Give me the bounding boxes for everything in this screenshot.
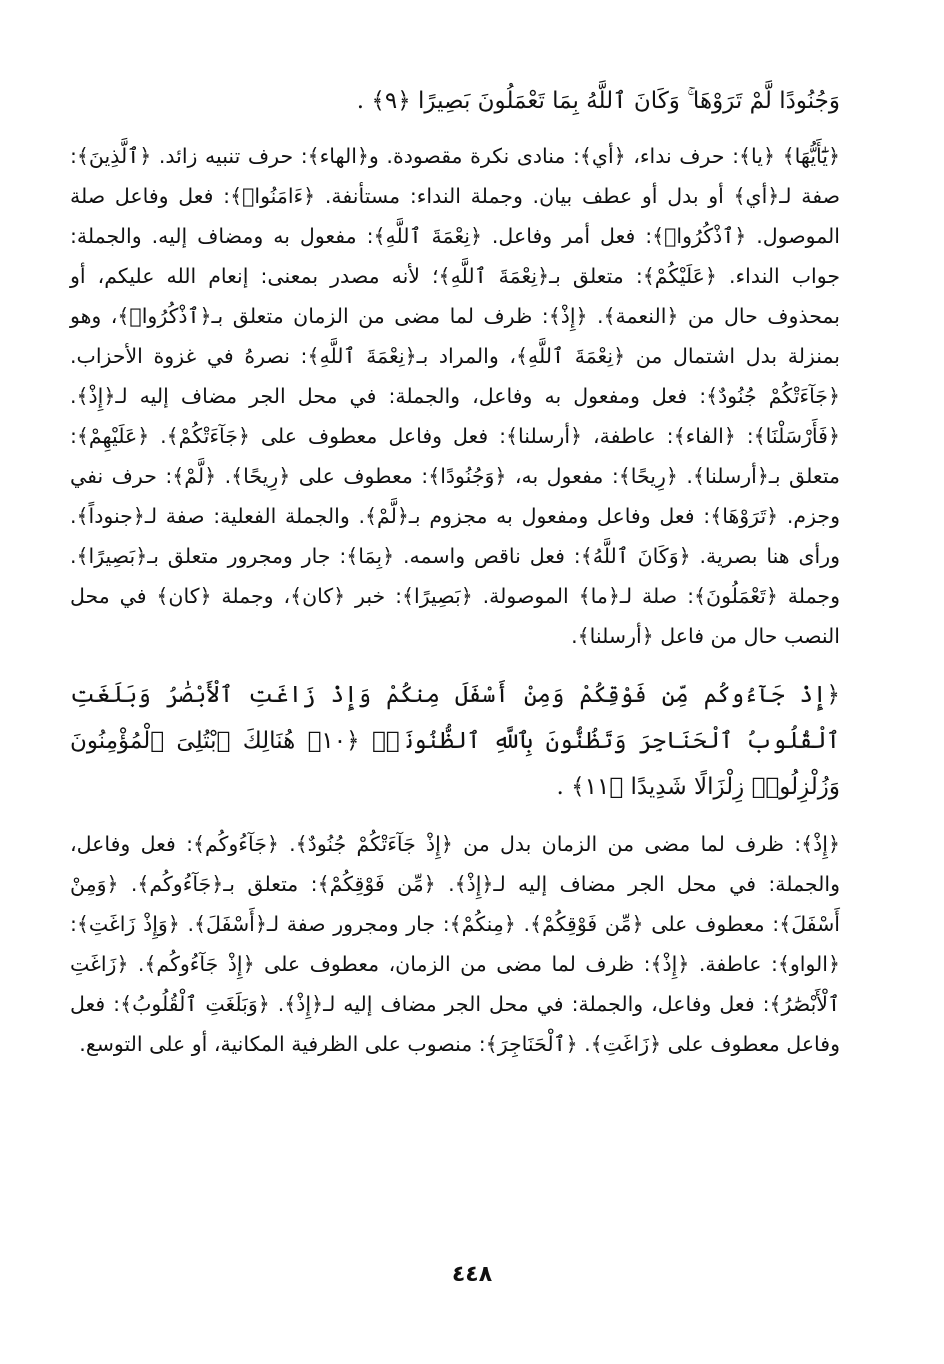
commentary-paragraph-2: ﴿إِذْ﴾: ظرف لما مضى من الزمان بدل من ﴿إِذْ جَآءَتْكُمْ جُنُودٌ﴾. ﴿جَآءُوكُم﴾: فعل وفاعل، والجملة: في محل الجر مضاف إليه لـ﴿إِذْ﴾. ﴿مِّن فَوْقِكُمْ﴾: متعلق بـ﴿جَآءُوكُم﴾. ﴿وَمِنْ أَسْفَلَ﴾: معطوف على ﴿مِّن فَوْقِكُمْ﴾. ﴿مِنكُمْ﴾: جار ومجرور صفة لـ﴿أَسْفَلَ﴾. ﴿وَإِذْ زَاغَتِ﴾: ﴿الواو﴾: عاطفة. ﴿إِذْ﴾: ظرف لما مضى من الزمان، معطوف على ﴿إِذْ جَآءُوكُم﴾. ﴿زَاغَتِ ٱلْأَبْصَٰرُ﴾: فعل وفاعل، والجملة: في محل الجر مضاف إليه لـ﴿إِذْ﴾. ﴿وَبَلَغَتِ ٱلْقُلُوبُ﴾: فعل وفاعل معطوف على ﴿زَاغَتِ﴾. ﴿ٱلْحَنَاجِرَ﴾: منصوب على الظرفية المكانية، أو على التوسع. bbox=[70, 832, 840, 1056]
page-number: ٤٤٨ bbox=[451, 1262, 493, 1287]
page-body bbox=[70, 78, 840, 1064]
quran-verse-continuation: وَجُنُودًا لَّمْ تَرَوْهَا ۚ وَكَانَ ٱللَّهُ بِمَا تَعْمَلُونَ بَصِيرًا ﴿٩﴾ . bbox=[356, 88, 840, 114]
quran-verses-10-11: ﴿إِذْ جَآءُوكُم مِّن فَوْقِكُمْ وَمِنْ أَسْفَلَ مِنكُمْ وَإِذْ زَاغَتِ ٱلْأَبْصَٰرُ وَبَلَغَتِ ٱلْقُلُوبُ ٱلْحَنَاجِرَ وَتَظُنُّونَ بِٱللَّهِ ٱلظُّنُونَا۠ ﴿١٠﴾ هُنَالِكَ ٱبْتُلِىَ ٱلْمُؤْمِنُونَ وَزُلْزِلُوا۟ زِلْزَالًا شَدِيدًا ﴿١١﴾ . bbox=[70, 682, 840, 800]
commentary-paragraph-1: ﴿يَٰٓأَيُّهَا﴾ ﴿يا﴾: حرف نداء، ﴿أي﴾: منادى نكرة مقصودة. و﴿الهاء﴾: حرف تنبيه زائد. ﴿ٱلَّذِينَ﴾: صفة لـ﴿أي﴾ أو بدل أو عطف بيان. وجملة النداء: مستأنفة. ﴿ءَامَنُوا۟﴾: فعل وفاعل صلة الموصول. ﴿ٱذْكُرُوا۟﴾: فعل أمر وفاعل. ﴿نِعْمَةَ ٱللَّهِ﴾: مفعول به ومضاف إليه. والجملة: جواب النداء. ﴿عَلَيْكُمْ﴾: متعلق بـ﴿نِعْمَةَ ٱللَّهِ﴾؛ لأنه مصدر بمعنى: إنعام الله عليكم، أو بمحذوف حال من ﴿النعمة﴾. ﴿إِذْ﴾: ظرف لما مضى من الزمان متعلق بـ﴿ٱذْكُرُوا۟﴾، وهو بمنزلة بدل اشتمال من ﴿نِعْمَةَ ٱللَّهِ﴾، والمراد بـ﴿نِعْمَةَ ٱللَّهِ﴾: نصرهُ في غزوة الأحزاب. ﴿جَآءَتْكُمْ جُنُودٌ﴾: فعل ومفعول به وفاعل، والجملة: في محل الجر مضاف إليه لـ﴿إِذْ﴾. ﴿فَأَرْسَلْنَا﴾: ﴿الفاء﴾: عاطفة، ﴿أرسلنا﴾: فعل وفاعل معطوف على ﴿جَآءَتْكُمْ﴾. ﴿عَلَيْهِمْ﴾: متعلق بـ﴿أرسلنا﴾. ﴿رِيحًا﴾: مفعول به، ﴿وَجُنُودًا﴾: معطوف على ﴿رِيحًا﴾. ﴿لَّمْ﴾: حرف نفي وجزم. ﴿تَرَوْهَا﴾: فعل وفاعل ومفعول به مجزوم بـ﴿لَّمْ﴾. والجملة الفعلية: صفة لـ﴿جنوداً﴾. ورأى هنا بصرية. ﴿وَكَانَ ٱللَّهُ﴾: فعل ناقص واسمه. ﴿بِمَا﴾: جار ومجرور متعلق بـ﴿بَصِيرًا﴾. وجملة ﴿تَعْمَلُونَ﴾: صلة لـ﴿ما﴾ الموصولة. ﴿بَصِيرًا﴾: خبر ﴿كان﴾، وجملة ﴿كان﴾ في محل النصب حال من فاعل ﴿أرسلنا﴾. bbox=[70, 144, 840, 648]
